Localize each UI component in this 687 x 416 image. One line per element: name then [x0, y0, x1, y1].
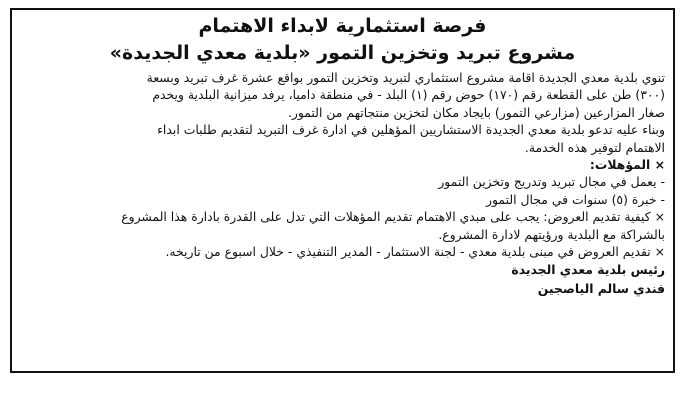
- invitation-line-2: الاهتمام لتوفير هذه الخدمة.: [524, 139, 665, 155]
- intro-line-1: تنوي بلدية معدي الجديدة اقامة مشروع استثماري لتبريد وتخزين التمور بواقع عشرة غرف تبريد وبسعة: [146, 70, 665, 85]
- offer-method-line-1: × كيفية تقديم العروض: يجب على مبدي الاهتمام تقديم المؤهلات التي تدل على القدرة بادارة هذا المشروع: [121, 209, 665, 225]
- ad-body: [20, 69, 665, 260]
- qualification-item: - خبرة (٥) سنوات في مجال التمور: [486, 191, 665, 207]
- submission-line: × تقديم العروض في مبنى بلدية معدي - لجنة الاستثمار - المدير التنفيذي - خلال اسبوع من تاريخه.: [165, 244, 665, 260]
- signature-position: رئيس بلدية معدي الجديدة: [511, 262, 665, 278]
- intro-line-3: صغار المزارعين (مزارعي التمور) بايجاد مكان لتخزين منتجاتهم من التمور.: [287, 104, 665, 120]
- invitation-line-1: وبناء عليه تدعو بلدية معدي الجديدة الاستشاريين المؤهلين في ادارة غرف التبريد لتقديم طلبات ابداء: [157, 122, 665, 138]
- intro-line-2: (٣٠٠) طن على القطعة رقم (١٧٠) حوض رقم (١) البلد - في منطقة داميا، يرفد ميزانية البلدية ويخدم: [152, 87, 665, 103]
- qualifications-heading: × المؤهلات:: [589, 157, 665, 173]
- advertisement-box: [10, 8, 675, 373]
- ad-subtitle: مشروع تبريد وتخزين التمور «بلدية معدي الجديدة»: [109, 42, 576, 64]
- offer-method-line-2: بالشراكة مع البلدية ورؤيتهم لادارة المشروع.: [438, 226, 665, 242]
- ad-title: فرصة استثمارية لابداء الاهتمام: [198, 15, 487, 37]
- signature-name: فندي سالم الياصجين: [537, 281, 665, 297]
- qualification-item: - يعمل في مجال تبريد وتدريج وتخزين التمور: [438, 174, 665, 190]
